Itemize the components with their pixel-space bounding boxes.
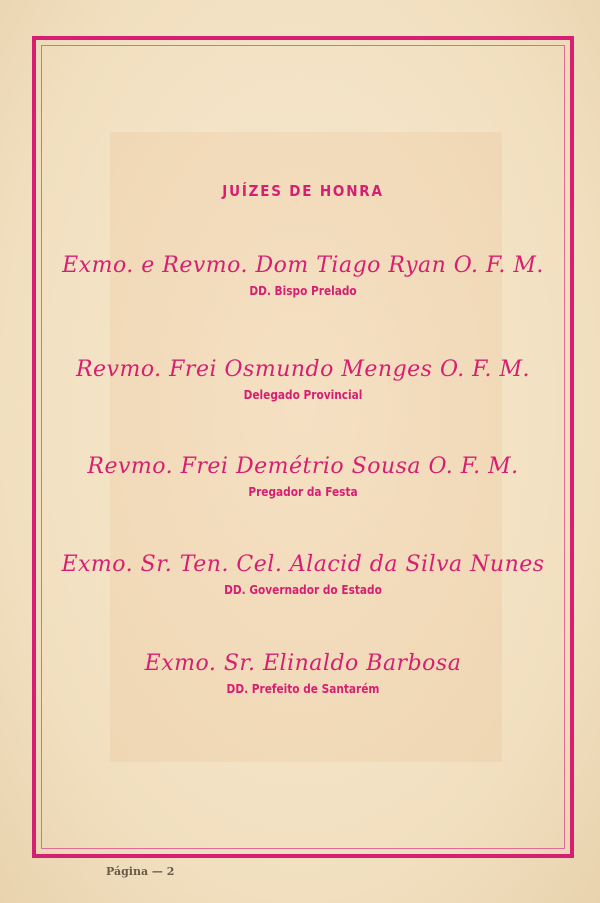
honor-judge-entry <box>42 253 564 298</box>
honor-judge-entry <box>42 357 564 402</box>
judge-title: Delegado Provincial <box>243 388 363 402</box>
judge-title: DD. Prefeito de Santarém <box>226 682 380 696</box>
page-heading: JUÍZES DE HONRA <box>222 182 384 200</box>
judge-name: Exmo. e Revmo. Dom Tiago Ryan O. F. M. <box>62 253 544 278</box>
honor-judge-entry <box>42 651 564 696</box>
judge-title: DD. Governador do Estado <box>224 583 382 597</box>
page-number: Página — 2 <box>106 865 175 878</box>
judge-title: Pregador da Festa <box>248 485 358 499</box>
judge-name: Exmo. Sr. Ten. Cel. Alacid da Silva Nunes <box>61 552 545 577</box>
honor-judge-entry <box>42 454 564 499</box>
judge-name: Revmo. Frei Demétrio Sousa O. F. M. <box>87 454 519 479</box>
judge-name: Revmo. Frei Osmundo Menges O. F. M. <box>75 357 531 382</box>
judge-name: Exmo. Sr. Elinaldo Barbosa <box>144 651 462 676</box>
honor-judge-entry <box>42 552 564 597</box>
inner-border <box>41 45 565 849</box>
judge-title: DD. Bispo Prelado <box>249 284 357 298</box>
